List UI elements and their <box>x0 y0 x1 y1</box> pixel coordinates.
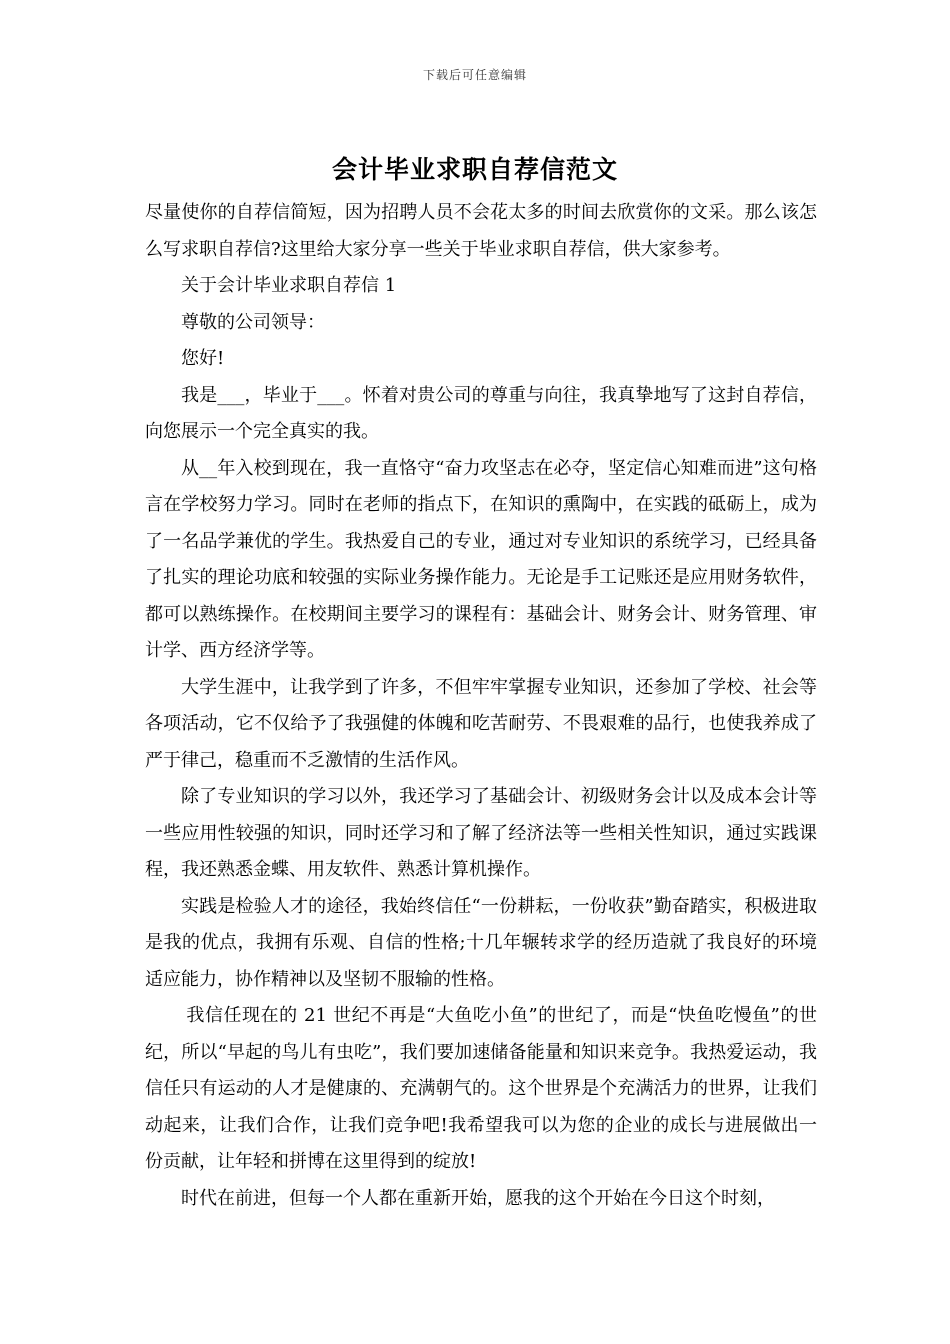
document-body <box>145 195 817 1217</box>
greeting: 您好! <box>181 348 225 369</box>
intro-paragraph: 尽量使你的自荐信简短，因为招聘人员不会花太多的时间去欣赏你的文采。那么该怎么写求职自荐信?这里给大家分享一些关于毕业求职自荐信，供大家参考。 <box>145 202 817 260</box>
body-paragraph: 我是___，毕业于___。怀着对贵公司的尊重与向往，我真挚地写了这封自荐信，向您展示一个完全真实的我。 <box>145 384 817 442</box>
body-paragraph: 从__年入校到现在，我一直恪守“奋力攻坚志在必夺，坚定信心知难而进”这句格言在学校努力学习。同时在老师的指点下，在知识的熏陶中，在实践的砥砺上，成为了一名品学兼优的学生。我热爱自己的专业，通过对专业知识的系统学习，已经具备了扎实的理论功底和较强的实际业务操作能力。无论是手工记账还是应用财务软件，都可以熟练操作。在校期间主要学习的课程有：基础会计、财务会计、财务管理、审计学、西方经济学等。 <box>145 457 817 661</box>
body-paragraph: 时代在前进，但每一个人都在重新开始，愿我的这个开始在今日这个时刻， <box>181 1187 775 1209</box>
letter-heading: 关于会计毕业求职自荐信 1 <box>181 275 397 296</box>
body-paragraph: 实践是检验人才的途径，我始终信任“一份耕耘，一份收获”勤奋踏实，积极进取是我的优点，我拥有乐观、自信的性格;十几年辗转求学的经历造就了我良好的环境适应能力，协作精神以及坚韧不服输的性格。 <box>145 895 817 990</box>
document-title: 会计毕业求职自荐信范文 <box>331 155 618 184</box>
body-paragraph: 我信任现在的 21 世纪不再是“大鱼吃小鱼”的世纪了，而是“快鱼吃慢鱼”的世纪，所以“早起的鸟儿有虫吃”，我们要加速储备能量和知识来竞争。我热爱运动，我信任只有运动的人才是健康的、充满朝气的。这个世界是个充满活力的世界，让我们动起来，让我们合作，让我们竞争吧!我希望我可以为您的企业的成长与进展做出一份贡献，让年轻和拼博在这里得到的绽放! <box>145 1005 817 1172</box>
header-note: 下载后可任意编辑 <box>422 68 527 82</box>
salutation: 尊敬的公司领导： <box>181 311 325 333</box>
body-paragraph: 大学生涯中，让我学到了许多，不但牢牢掌握专业知识，还参加了学校、社会等各项活动，它不仅给予了我强健的体魄和吃苦耐劳、不畏艰难的品行，也使我养成了严于律己，稳重而不乏激情的生活作风。 <box>145 676 817 771</box>
body-paragraph: 除了专业知识的学习以外，我还学习了基础会计、初级财务会计以及成本会计等一些应用性较强的知识，同时还学习和了解了经济法等一些相关性知识，通过实践课程，我还熟悉金蝶、用友软件、熟悉计算机操作。 <box>145 786 817 880</box>
